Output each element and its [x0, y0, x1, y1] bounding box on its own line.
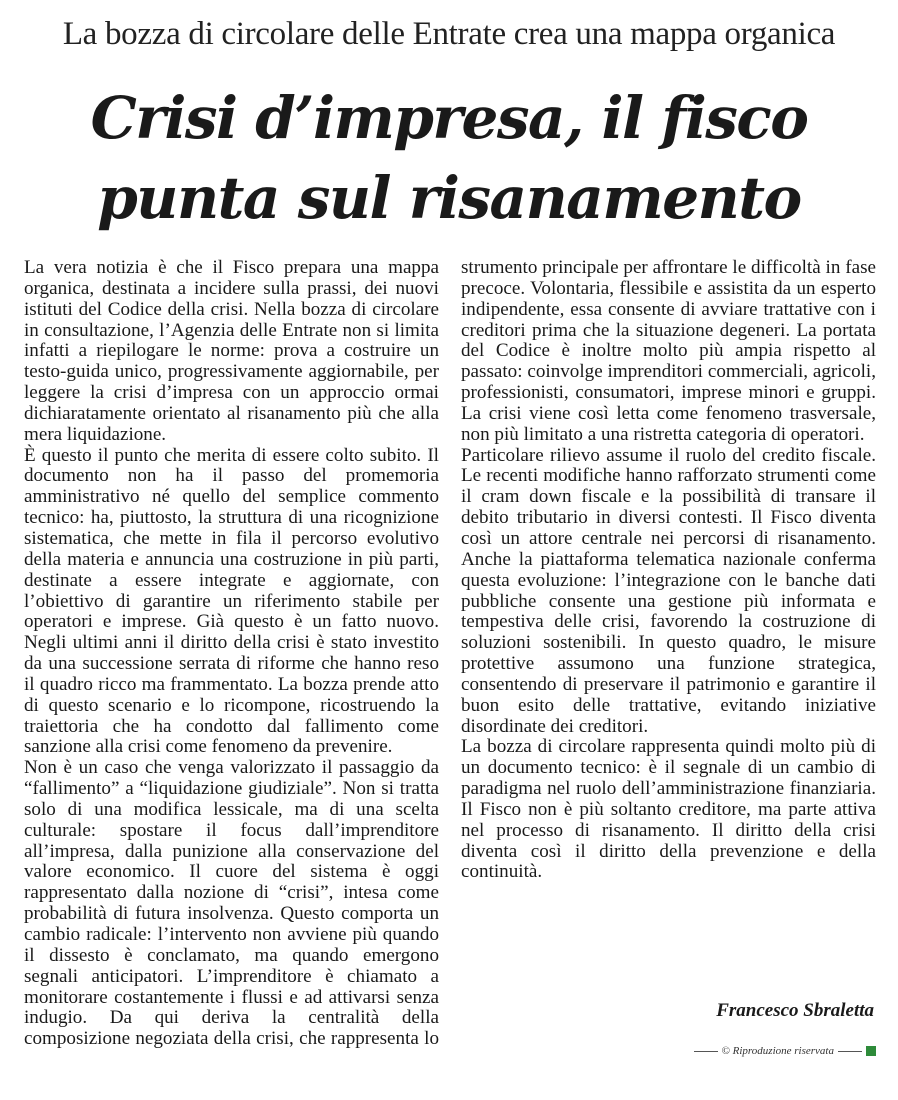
copyright-footer [694, 1045, 876, 1057]
copyright-text: © Riproduzione riservata [721, 1045, 834, 1057]
author-signature: Francesco Sbraletta [716, 1000, 874, 1021]
footer-rule [838, 1051, 862, 1052]
article-kicker: La bozza di circolare delle Entrate crea una mappa organica [62, 16, 836, 52]
body-paragraph: La vera notizia è che il Fisco prepara una mappa organica, destinata a incidere sulla prassi, dei nuovi istituti del Codice della crisi. Nella bozza di circolare in consultazione, l’Agenzia delle Entrate non si limita infatti a riepilogare le norme: prova a costruire un testo-guida unico, progressivamente aggiornabile, per leggere la crisi d’impresa con un approccio ormai dichiaratamente orientato al risanamento più che alla mera liquidazione. [24, 257, 439, 445]
body-paragraph: La bozza di circolare rappresenta quindi molto più di un documento tecnico: è il segnale di un cambio di paradigma nel ruolo dell’amministrazione finanziaria. Il Fisco non è più soltanto creditore, ma parte attiva nel processo di risanamento. Il diritto della crisi diventa così il diritto della prevenzione e della continuità. [461, 736, 876, 883]
body-paragraph: Particolare rilievo assume il ruolo del credito fiscale. Le recenti modifiche hanno rafforzato strumenti come il cram down fiscale e la possibilità di transare il debito tributario in diversi contesti. Il Fisco diventa così un attore centrale nei percorsi di risanamento. Anche la piattaforma telematica nazionale conferma questa evoluzione: l’integrazione con le banche dati pubbliche consente una gestione più informata e tempestiva delle crisi, favorendo la costruzione di soluzioni sostenibili. In questo quadro, le misure protettive assumono una funzione strategica, consentendo di preservare il patrimonio e garantire il buon esito delle trattative, evitando iniziative disordinate dei creditori. [461, 444, 876, 737]
body-paragraph: È questo il punto che merita di essere colto subito. Il documento non ha il passo del promemoria amministrativo né quello del semplice commento tecnico: ha, piuttosto, la struttura di una ricognizione sistematica, che mette in fila il percorso evolutivo della materia e annuncia una costruzione in più parti, destinate a essere integrate e aggiornate, con l’obiettivo di garantire un riferimento stabile per operatori e imprese. Già questo è un fatto nuovo. Negli ultimi anni il diritto della crisi è stato investito da una successione serrata di riforme che hanno reso il quadro ricco ma frammentato. La bozza prende atto di questo scenario e lo ricompone, ricostruendo la traiettoria che ha condotto dal fallimento come sanzione alla crisi come fenomeno da prevenire. [24, 444, 439, 758]
article-body [24, 258, 876, 1058]
body-paragraph: Non è un caso che venga valorizzato il passaggio da “fallimento” a “liquidazione giudiziale”. Non si tratta solo di una modifica lessicale, ma di una scelta culturale: spostare il focus dall’imprenditore all’impresa, dalla punizione alla conservazione del valore economico. Il cuore del sistema è oggi rappresentato dalla nozione di “crisi”, intesa come probabilità di futura insolvenza. Questo comporta un cambio radicale: l’intervento non avviene più quando il dissesto è conclamato, ma quando emergono segnali anticipatori. L’imprenditore è chiamato a monitorare costantemente i flussi e ad attivarsi senza indugio. Da qui deriva la centralità della composizione negoziata della crisi, che rappresenta lo strumento principale per affrontare le difficoltà in fase precoce. Volontaria, flessibile e assistita da un esperto indipendente, essa consente di avviare trattative con i creditori prima che la situazione degeneri. La portata del Codice è inoltre molto più ampia rispetto al passato: coinvolge imprenditori commerciali, agricoli, professionisti, consumatori, imprese minori e gruppi. La crisi viene così letta come fenomeno trasversale, non più limitato a una ristretta categoria di operatori. [24, 257, 876, 1050]
article-headline [0, 78, 898, 238]
end-square-icon [866, 1046, 876, 1056]
headline-line-2: punta sul risanamento [97, 164, 801, 232]
footer-rule [694, 1051, 718, 1052]
headline-line-1: Crisi d’impresa, il fisco [90, 84, 808, 152]
